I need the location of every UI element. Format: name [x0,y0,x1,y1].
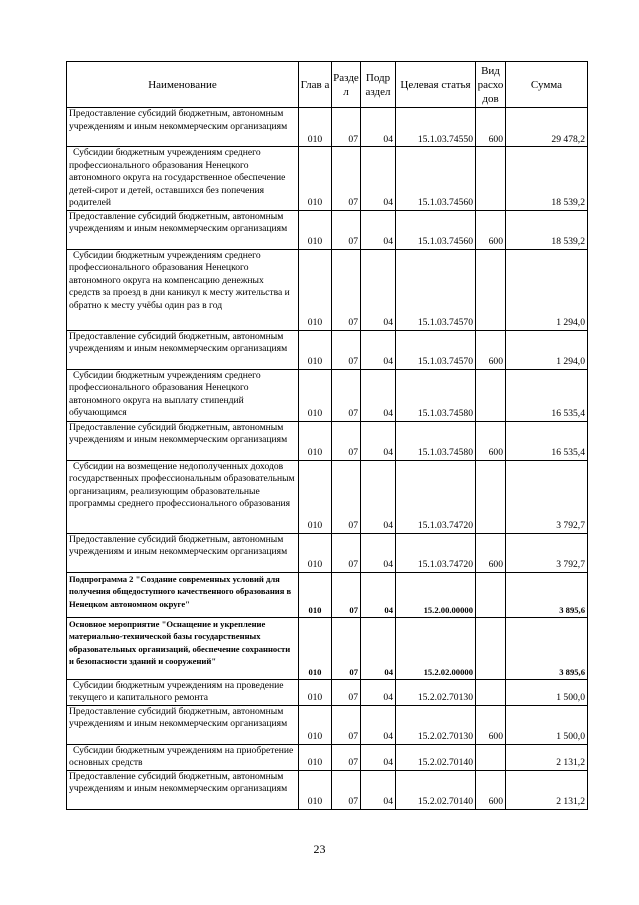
row-chapter: 010 [299,249,332,330]
row-sum: 1 500,0 [506,705,588,744]
table-row [67,679,588,705]
row-subsection: 04 [361,679,396,705]
row-expense-type [476,744,506,770]
row-section: 07 [332,108,361,147]
table-row [67,330,588,369]
row-subsection: 04 [361,460,396,533]
row-section: 07 [332,572,361,617]
row-subsection: 04 [361,770,396,809]
row-name: Предоставление субсидий бюджетным, автономным учреждениям и иным некоммерческим организациям [67,770,299,809]
row-expense-type: 600 [476,705,506,744]
row-section: 07 [332,705,361,744]
row-section: 07 [332,369,361,421]
header-row [67,62,588,108]
row-expense-type: 600 [476,108,506,147]
row-section: 07 [332,249,361,330]
row-chapter: 010 [299,421,332,460]
row-subsection: 04 [361,617,396,679]
row-name: Предоставление субсидий бюджетным, автономным учреждениям и иным некоммерческим организациям [67,210,299,249]
row-chapter: 010 [299,460,332,533]
header-chapter: Глав а [299,62,332,108]
table-row [67,147,588,211]
row-chapter: 010 [299,617,332,679]
table-row [67,249,588,330]
row-target: 15.1.03.74550 [396,108,476,147]
row-section: 07 [332,421,361,460]
row-sum: 3 792,7 [506,460,588,533]
row-name: Предоставление субсидий бюджетным, автономным учреждениям и иным некоммерческим организациям [67,108,299,147]
row-chapter: 010 [299,572,332,617]
budget-table [66,61,588,810]
row-name: Основное мероприятие "Оснащение и укрепление материально-технической базы государственных образовательных организаций, обеспечение сохранности и безопасности зданий и сооружений" [67,617,299,679]
row-name: Предоставление субсидий бюджетным, автономным учреждениям и иным некоммерческим организациям [67,421,299,460]
row-sum: 16 535,4 [506,369,588,421]
row-sum: 3 792,7 [506,533,588,572]
table-row [67,369,588,421]
row-sum: 1 294,0 [506,249,588,330]
row-chapter: 010 [299,705,332,744]
row-sum: 1 500,0 [506,679,588,705]
row-target: 15.2.02.70140 [396,770,476,809]
row-expense-type [476,617,506,679]
row-sum: 2 131,2 [506,744,588,770]
table-header [67,62,588,108]
row-sum: 2 131,2 [506,770,588,809]
row-target: 15.1.03.74580 [396,369,476,421]
row-name: Предоставление субсидий бюджетным, автономным учреждениям и иным некоммерческим организациям [67,705,299,744]
table-row [67,617,588,679]
header-subsection: Подр аздел [361,62,396,108]
row-target: 15.2.02.00000 [396,617,476,679]
header-name: Наименование [67,62,299,108]
row-section: 07 [332,533,361,572]
row-sum: 18 539,2 [506,210,588,249]
row-expense-type: 600 [476,330,506,369]
header-target: Целевая статья [396,62,476,108]
row-target: 15.2.00.00000 [396,572,476,617]
page-number: 23 [313,842,326,856]
row-subsection: 04 [361,210,396,249]
row-chapter: 010 [299,744,332,770]
row-section: 07 [332,147,361,211]
row-subsection: 04 [361,330,396,369]
row-name: Субсидии бюджетным учреждениям на приобретение основных средств [67,744,299,770]
row-sum: 3 895,6 [506,572,588,617]
row-target: 15.1.03.74570 [396,249,476,330]
table-row [67,460,588,533]
row-sum: 16 535,4 [506,421,588,460]
row-subsection: 04 [361,369,396,421]
table-row [67,770,588,809]
row-name: Предоставление субсидий бюджетным, автономным учреждениям и иным некоммерческим организациям [67,330,299,369]
row-expense-type [476,249,506,330]
row-name: Субсидии бюджетным учреждениям среднего профессионального образования Ненецкого автономного округа на компенсацию денежных средств за проезд в дни каникул к месту жительства и обратно к месту учёбы один раз в год [67,249,299,330]
row-chapter: 010 [299,770,332,809]
row-expense-type [476,572,506,617]
row-chapter: 010 [299,210,332,249]
row-subsection: 04 [361,572,396,617]
row-expense-type: 600 [476,770,506,809]
row-chapter: 010 [299,369,332,421]
row-target: 15.2.02.70130 [396,679,476,705]
row-target: 15.1.03.74560 [396,210,476,249]
row-subsection: 04 [361,744,396,770]
row-subsection: 04 [361,421,396,460]
row-sum: 29 478,2 [506,108,588,147]
row-chapter: 010 [299,147,332,211]
row-chapter: 010 [299,330,332,369]
table-row [67,572,588,617]
header-sum: Сумма [506,62,588,108]
row-name: Подпрограмма 2 "Создание современных условий для получения общедоступного качественного образования в Ненецком автономном округе" [67,572,299,617]
row-target: 15.1.03.74720 [396,533,476,572]
row-sum: 18 539,2 [506,147,588,211]
row-target: 15.1.03.74720 [396,460,476,533]
table-row [67,533,588,572]
header-expense-type: Вид расхо дов [476,62,506,108]
table-row [67,108,588,147]
row-expense-type: 600 [476,533,506,572]
row-section: 07 [332,770,361,809]
row-section: 07 [332,679,361,705]
row-section: 07 [332,460,361,533]
table-row [67,421,588,460]
row-section: 07 [332,744,361,770]
table-row [67,210,588,249]
row-section: 07 [332,617,361,679]
row-target: 15.1.03.74570 [396,330,476,369]
row-expense-type [476,147,506,211]
row-name: Предоставление субсидий бюджетным, автономным учреждениям и иным некоммерческим организациям [67,533,299,572]
row-expense-type: 600 [476,210,506,249]
row-sum: 3 895,6 [506,617,588,679]
row-target: 15.1.03.74560 [396,147,476,211]
table-body [67,108,588,810]
row-expense-type: 600 [476,421,506,460]
row-section: 07 [332,330,361,369]
row-target: 15.1.03.74580 [396,421,476,460]
row-target: 15.2.02.70130 [396,705,476,744]
header-section: Разде л [332,62,361,108]
row-target: 15.2.02.70140 [396,744,476,770]
row-name: Субсидии на возмещение недополученных доходов государственных профессиональным образовательным организациям, реализующим образовательные программы среднего профессионального образования [67,460,299,533]
row-name: Субсидии бюджетным учреждениям среднего профессионального образования Ненецкого автономного округа на государственное обеспечение детей-сирот и детей, оставшихся без попечения родителей [67,147,299,211]
row-chapter: 010 [299,679,332,705]
row-expense-type [476,460,506,533]
table-row [67,705,588,744]
row-subsection: 04 [361,249,396,330]
row-subsection: 04 [361,533,396,572]
row-subsection: 04 [361,108,396,147]
row-chapter: 010 [299,108,332,147]
row-expense-type [476,369,506,421]
table-row [67,744,588,770]
row-subsection: 04 [361,705,396,744]
row-chapter: 010 [299,533,332,572]
row-expense-type [476,679,506,705]
row-name: Субсидии бюджетным учреждениям на проведение текущего и капитального ремонта [67,679,299,705]
row-sum: 1 294,0 [506,330,588,369]
row-subsection: 04 [361,147,396,211]
row-section: 07 [332,210,361,249]
row-name: Субсидии бюджетным учреждениям среднего профессионального образования Ненецкого автономного округа на выплату стипендий обучающимся [67,369,299,421]
